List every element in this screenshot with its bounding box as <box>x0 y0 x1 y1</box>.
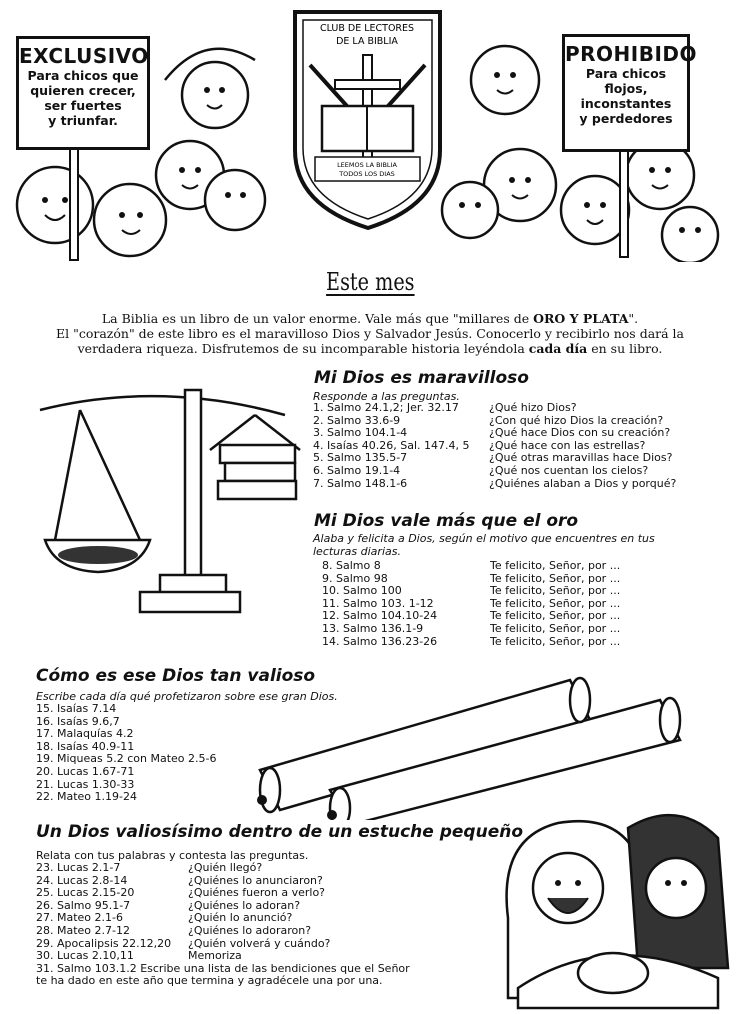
section2-list <box>322 560 732 648</box>
section4-title: Un Dios valiosísimo dentro de un estuche pequeño <box>36 822 524 842</box>
item-ref: 10. Salmo 100 <box>322 584 402 598</box>
intro-text: verdadera riqueza. Disfrutemos de su incomparable historia leyéndola <box>77 341 529 356</box>
item-question: ¿Qué hace con las estrellas? <box>489 438 646 452</box>
list-item: 18. Isaías 40.9-11 <box>36 739 135 753</box>
item-ref: 29. Apocalipsis 22.12,20 <box>36 936 172 950</box>
list-item: 17. Malaquías 4.2 <box>36 727 134 741</box>
list-item <box>36 887 486 900</box>
intro-line1 <box>10 311 730 326</box>
item-ref: 13. Salmo 136.1-9 <box>322 621 424 635</box>
list-item <box>322 560 732 573</box>
item-prompt: Te felicito, Señor, por ... <box>490 621 621 635</box>
item-ref: 4. Isaías 40.26, Sal. 147.4, 5 <box>313 438 470 452</box>
sign-prohibido <box>562 34 698 152</box>
section1-list <box>313 402 733 490</box>
item-ref: 27. Mateo 2.1-6 <box>36 911 123 925</box>
item-question: ¿Quiénes alaban a Dios y porqué? <box>489 476 677 490</box>
item-prompt: Te felicito, Señor, por ... <box>490 571 621 585</box>
item-ref: 12. Salmo 104.10-24 <box>322 609 438 623</box>
section3-list <box>36 703 296 804</box>
shield-line2: DE LA BIBLIA <box>336 36 398 47</box>
item-ref: 11. Salmo 103. 1-12 <box>322 596 434 610</box>
sign-exclusivo-line: y triunfar. <box>48 113 118 128</box>
intro-line3 <box>10 341 730 356</box>
intro-bold: ORO Y PLATA <box>533 311 629 326</box>
nativity-drawing <box>488 798 738 1010</box>
list-item: 22. Mateo 1.19-24 <box>36 790 137 804</box>
page-title: Este mes <box>325 268 415 296</box>
sign-prohibido-title: PROHIBIDO <box>565 42 698 66</box>
item-prompt: Te felicito, Señor, por ... <box>490 584 621 598</box>
list-item <box>313 465 733 478</box>
scale-drawing <box>20 370 310 620</box>
item-question: ¿Quiénes lo adoraron? <box>188 923 312 937</box>
item-question: ¿Quién volverá y cuándo? <box>188 936 331 950</box>
item-ref: 30. Lucas 2.10,11 <box>36 949 134 963</box>
sign-exclusivo <box>16 36 150 150</box>
shield-motto1: LEEMOS LA BIBLIA <box>337 161 397 169</box>
item-ref: 26. Salmo 95.1-7 <box>36 898 131 912</box>
list-item: 19. Miqueas 5.2 con Mateo 2.5-6 <box>36 752 217 766</box>
item-question: ¿Quién lo anunció? <box>188 911 293 925</box>
list-item-final: 31. Salmo 103.1.2 Escribe una lista de las bendiciones que el Señor <box>36 961 410 975</box>
section1-instruction: Responde a las preguntas. <box>313 390 460 403</box>
list-item <box>322 585 732 598</box>
item-ref: 2. Salmo 33.6-9 <box>313 413 401 427</box>
list-item <box>36 925 486 938</box>
sign-exclusivo-title: EXCLUSIVO <box>19 44 149 68</box>
item-question: ¿Quiénes fueron a verlo? <box>188 886 326 900</box>
item-ref: 23. Lucas 2.1-7 <box>36 861 121 874</box>
item-question: ¿Quién llegó? <box>188 861 263 874</box>
item-question: ¿Quiénes lo anunciaron? <box>188 873 323 887</box>
item-ref: 14. Salmo 136.23-26 <box>322 634 438 648</box>
section3-instruction: Escribe cada día qué profetizaron sobre ese gran Dios. <box>36 690 338 703</box>
item-prompt: Te felicito, Señor, por ... <box>490 634 621 648</box>
intro-title-wrap <box>0 268 740 296</box>
item-ref: 9. Salmo 98 <box>322 571 388 585</box>
section1-title: Mi Dios es maravilloso <box>314 368 529 388</box>
shield-motto2: TODOS LOS DIAS <box>339 170 395 178</box>
list-item <box>36 862 486 875</box>
list-item: 20. Lucas 1.67-71 <box>36 764 135 778</box>
item-question: ¿Qué hace Dios con su creación? <box>489 426 671 440</box>
section3-title: Cómo es ese Dios tan valioso <box>36 666 316 686</box>
item-prompt: Te felicito, Señor, por ... <box>490 609 621 623</box>
balance-scale-illustration <box>20 370 310 620</box>
item-ref: 24. Lucas 2.8-14 <box>36 873 128 887</box>
shield-line1: CLUB DE LECTORES <box>319 23 415 34</box>
list-item <box>313 478 733 491</box>
nativity-illustration <box>488 798 738 1010</box>
item-ref: 1. Salmo 24.1,2; Jer. 32.17 <box>313 401 459 414</box>
sign-exclusivo-line: quieren crecer, <box>30 83 136 98</box>
section4-list <box>36 862 486 988</box>
item-ref: 8. Salmo 8 <box>322 559 381 572</box>
section2-instruction <box>313 533 655 558</box>
intro-paragraph <box>10 311 730 356</box>
item-ref: 25. Lucas 2.15-20 <box>36 886 135 900</box>
list-item: 16. Isaías 9.6,7 <box>36 714 120 728</box>
item-ref: 7. Salmo 148.1-6 <box>313 476 408 490</box>
list-item-final: te ha dado en este año que termina y agradécele una por una. <box>36 974 383 988</box>
sign-prohibido-line: Para chicos <box>585 66 667 81</box>
item-question: ¿Qué otras maravillas hace Dios? <box>489 451 673 465</box>
section2-instruction-line: Alaba y felicita a Dios, según el motivo que encuentres en tus <box>313 532 655 545</box>
section2-instruction-line: lecturas diarias. <box>313 544 401 558</box>
item-question: ¿Con qué hizo Dios la creación? <box>489 413 664 427</box>
intro-text: La Biblia es un libro de un valor enorme. Vale más que "millares de <box>101 311 534 326</box>
list-item: 15. Isaías 7.14 <box>36 702 117 715</box>
intro-text: en su libro. <box>587 341 663 356</box>
intro-bold: cada día <box>528 341 588 356</box>
sign-prohibido-line: flojos, <box>604 81 648 96</box>
item-question: ¿Qué hizo Dios? <box>489 401 577 414</box>
intro-line2: El "corazón" de este libro es el maravilloso Dios y Salvador Jesús. Conocerlo y recibirlo nos dará la <box>55 326 684 341</box>
item-ref: 3. Salmo 104.1-4 <box>313 426 408 440</box>
item-ref: 5. Salmo 135.5-7 <box>313 451 408 465</box>
list-item <box>322 636 732 649</box>
item-ref: 6. Salmo 19.1-4 <box>313 463 401 477</box>
list-item <box>322 623 732 636</box>
sign-exclusivo-line: ser fuertes <box>44 98 122 113</box>
item-question: Memoriza <box>188 949 242 963</box>
sign-prohibido-line: inconstantes <box>580 96 672 111</box>
list-item: 21. Lucas 1.30-33 <box>36 777 135 791</box>
list-item <box>313 427 733 440</box>
item-question: ¿Quiénes lo adoran? <box>188 898 301 912</box>
sign-exclusivo-line: Para chicos que <box>27 68 139 83</box>
item-ref: 28. Mateo 2.7-12 <box>36 923 130 937</box>
intro-text: ". <box>628 311 639 326</box>
section4-instruction: Relata con tus palabras y contesta las preguntas. <box>36 849 309 862</box>
list-item <box>36 950 486 963</box>
item-prompt: Te felicito, Señor, por ... <box>490 596 621 610</box>
item-question: ¿Qué nos cuentan los cielos? <box>489 463 649 477</box>
item-prompt: Te felicito, Señor, por ... <box>490 559 621 572</box>
sign-prohibido-line: y perdedores <box>579 111 673 126</box>
section2-title: Mi Dios vale más que el oro <box>314 511 579 531</box>
list-item <box>313 402 733 415</box>
